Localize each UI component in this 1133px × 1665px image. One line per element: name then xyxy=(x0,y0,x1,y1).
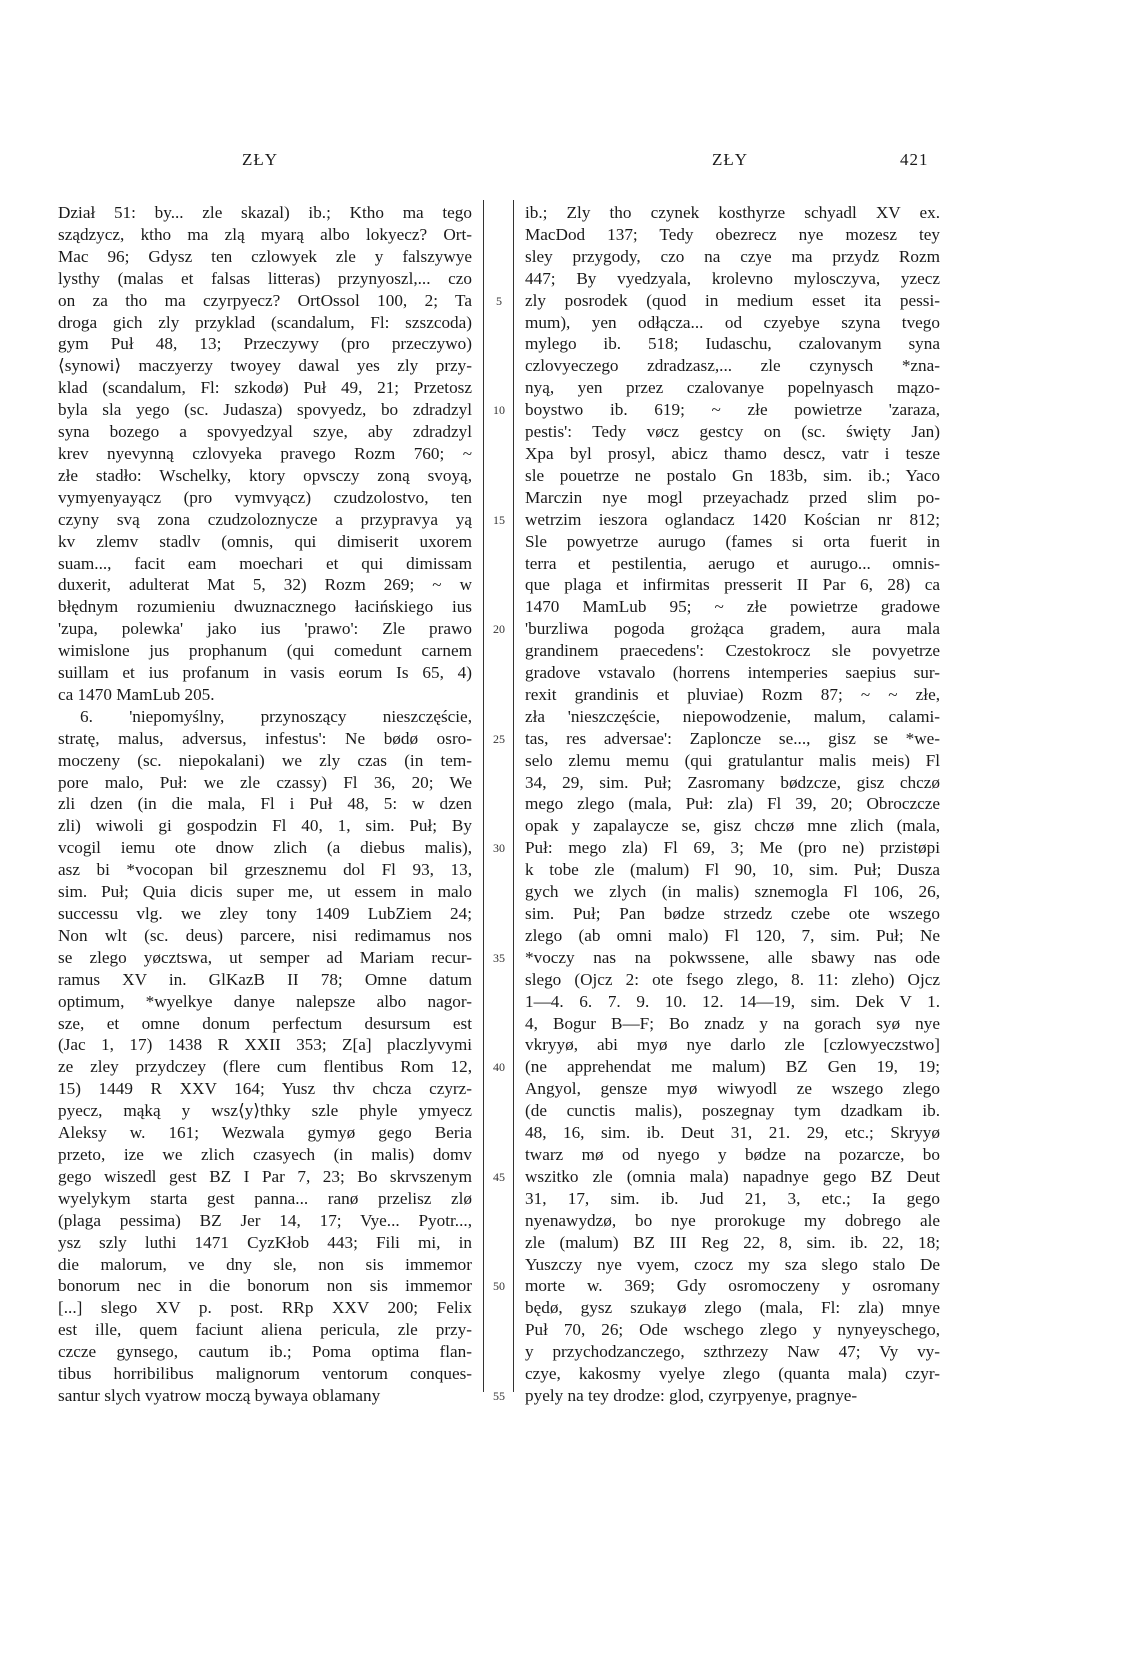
right-column-line: slego (Ojcz 2: ote fsego zlego, 8. 11: zleho) Ojcz xyxy=(525,969,940,989)
page-number: 421 xyxy=(900,150,929,169)
right-column-line: rexit grandinis et pluviae) Rozm 87; ~ ~ złe, xyxy=(525,684,940,704)
right-column-line: sley przygody, czo na czye ma przydz Rozm xyxy=(525,246,940,266)
right-column-line: tas, res adversae': Zaploncze se..., gisz se *we- xyxy=(525,728,940,748)
right-column-line: *voczy nas na pokwssene, alle sbawy nas ode xyxy=(525,947,940,967)
left-column-line: czcze gynsego, cautum ib.; Poma optima flan- xyxy=(58,1342,472,1362)
left-column-line: złe stadło: Wschelky, ktory opvsczy zoną svoyą, xyxy=(58,465,472,485)
running-head-left: ZŁY xyxy=(242,150,279,169)
line-number: 20 xyxy=(493,622,505,637)
left-column-line: przeto, ize we zlich czasyech (in malis) domv xyxy=(58,1144,472,1164)
right-column-line: (de cunctis malis), poszegnay tym dzadkam ib. xyxy=(525,1101,940,1121)
right-column-line: 34, 29, sim. Puł; Zasromany bødzcze, gisz chczø xyxy=(525,772,940,792)
right-column-line: gradove vstavalo (horrens intemperies saepius sur- xyxy=(525,663,940,683)
line-number: 15 xyxy=(493,512,505,527)
right-column-line: gych we zlych (in malis) sznemogla Fl 106, 26, xyxy=(525,882,940,902)
line-number: 10 xyxy=(493,403,505,418)
line-number: 50 xyxy=(493,1279,505,1294)
right-column-line: 31, 17, sim. ib. Jud 21, 3, etc.; Ia gego xyxy=(525,1188,940,1208)
left-column-line: se zlego yøcztswa, ut semper ad Mariam recur- xyxy=(58,947,472,967)
left-column-line: błędnym rozumieniu dwuznacznego łacińskiego ius xyxy=(58,597,472,617)
right-column-line: twarz mø od nyego y bødze na pozarcze, bo xyxy=(525,1144,940,1164)
left-column-line: ze zley przydczey (flere cum flentibus Rom 12, xyxy=(58,1057,472,1077)
left-text-column xyxy=(58,202,472,1407)
left-column-line: ysz szly luthi 1471 CyzKłob 443; Fili mi, in xyxy=(58,1232,472,1252)
left-column-line: Mac 96; Gdysz ten czlowyek zle y falszywye xyxy=(58,246,472,266)
right-column-line: terra et pestilentia, aerugo et aurugo... omnis- xyxy=(525,553,940,573)
left-column-line: gego wiszedl gest BZ I Par 7, 23; Bo skrvszenym xyxy=(58,1166,472,1186)
right-column-line: Puł 70, 26; Ode wschego zlego y nynyeyschego, xyxy=(525,1320,940,1340)
right-column-line: 1470 MamLub 95; ~ złe powietrze gradowe xyxy=(525,597,940,617)
left-column-line: klad (scandalum, Fl: szkodø) Puł 49, 21; Przetosz xyxy=(58,378,472,398)
right-column-line: (ne apprehendat me malum) BZ Gen 19, 19; xyxy=(525,1057,940,1077)
left-column-line: est ille, quem faciunt aliena pericula, zle przy- xyxy=(58,1320,472,1340)
left-column-line: lysthy (malas et falsas litteras) przynyoszl,... czo xyxy=(58,268,472,288)
right-column-line: MacDod 137; Tedy obezrecz nye mozesz tey xyxy=(525,224,940,244)
right-column-line: Yuszczy nye vyem, czocz my sza slego stalo De xyxy=(525,1254,940,1274)
right-column-line: sim. Puł; Pan bødze strzedz czebe ote wszego xyxy=(525,904,940,923)
right-column-line: ib.; Zly tho czynek kosthyrze schyadl XV ex. xyxy=(525,203,940,222)
right-column-line: selo zlemu memu (qui gratulantur malis meis) Fl xyxy=(525,750,940,770)
left-column-line: moczeny (sc. niepokalani) we zly czas (in tem- xyxy=(58,750,472,770)
left-column-line: zli) wiwoli gi gospodzin Fl 40, 1, sim. Puł; By xyxy=(58,816,472,836)
left-column-line: sządzycz, ktho ma zlą myarą albo lokyecz? Ort- xyxy=(58,224,472,244)
right-column-line: y przychodzanczego, szthrzezy Naw 47; Vy vy- xyxy=(525,1342,940,1362)
right-column-line: będø, gysz szukayø zlego (mala, Fl: zla) mnye xyxy=(525,1298,940,1318)
left-column-line: byla sla yego (sc. Judasza) spovyedz, bo zdradzyl xyxy=(58,400,472,420)
left-column-line: czyny svą zona czudzoloznycze a przypravya yą xyxy=(58,509,472,529)
right-column-line: czlovyeczego zdradzasz,... zle czynysch *zna- xyxy=(525,356,940,376)
column-rule-right xyxy=(513,200,514,1392)
left-column-line: ⟨synowi⟩ maczyerzy twoyey dawal yes zly przy- xyxy=(58,356,472,376)
right-column-line: 48, 16, sim. ib. Deut 31, 21. 29, etc.; Skryyø xyxy=(525,1123,940,1143)
right-column-line: opak y zapalaycze se, gisz chczø mne zlich (mala, xyxy=(525,816,940,836)
right-column-line: 1—4. 6. 7. 9. 10. 12. 14—19, sim. Dek V 1. xyxy=(525,991,940,1011)
right-column-line: que plaga et infirmitas presserit II Par 6, 28) ca xyxy=(525,575,940,595)
left-column-line: sze, et omne donum perfectum desursum est xyxy=(58,1013,472,1033)
right-column-line: 4, Bogur B—F; Bo znadz y na gorach syø nye xyxy=(525,1013,940,1033)
right-column-line: Sle powyetrze aurugo (fames si orta fuerit in xyxy=(525,531,940,551)
right-column-line: wszitko zle (omnia mala) napadnye gego BZ Deut xyxy=(525,1166,940,1186)
left-column-line: stratę, malus, adversus, infestus': Ne bødø osro- xyxy=(58,728,472,748)
right-column-line: Puł: mego zla) Fl 69, 3; Me (pro ne) przistøpi xyxy=(525,838,940,858)
right-column-line: 447; By vyedzyala, krolevno mylosczyva, yzecz xyxy=(525,268,940,288)
right-column-line: 'burzliwa pogoda grożąca gradem, aura mala xyxy=(525,619,940,639)
right-column-line: mum), yen odłącza... od czyebye szyna tvego xyxy=(525,312,940,332)
left-column-line: wyelykym starta gest panna... ranø przelisz zlø xyxy=(58,1188,472,1208)
running-head-right: ZŁY xyxy=(712,150,749,169)
right-column-line: k tobe zle (malum) Fl 90, 10, sim. Puł; Dusza xyxy=(525,860,940,880)
left-column-line: Aleksy w. 161; Wezwala gymyø gego Beria xyxy=(58,1123,472,1143)
right-column-line: zle (malum) BZ III Reg 22, 8, sim. ib. 22, 18; xyxy=(525,1232,940,1252)
left-column-line: 6. 'niepomyślny, przynoszący nieszczęście, xyxy=(80,706,472,726)
left-column-line: sim. Puł; Quia dicis super me, ut essem in malo xyxy=(58,882,472,902)
line-number: 30 xyxy=(493,841,505,856)
right-column-line: mego zlego (mala, Puł: zla) Fl 39, 20; Obroczcze xyxy=(525,794,940,814)
right-column-line: pestis': Tedy vøcz gestcy on (sc. święty Jan) xyxy=(525,422,940,442)
right-column-line: Xpa byl prosyl, abicz thamo descz, vatr i tesze xyxy=(525,443,940,463)
right-column-line: mylego ib. 518; Iudaschu, czalovanym syna xyxy=(525,334,940,354)
left-column-line: suillam et ius profanum in vasis eorum Is 65, 4) xyxy=(58,663,472,683)
left-column-line: vymyenyayącz (pro vymvyącz) czudzolostvo, ten xyxy=(58,487,472,507)
line-number: 35 xyxy=(493,950,505,965)
right-column-line: zła 'nieszczęście, niepowodzenie, malum, calami- xyxy=(525,706,940,726)
line-number: 45 xyxy=(493,1169,505,1184)
left-column-line: ca 1470 MamLub 205. xyxy=(58,684,215,704)
left-column-line: Non wlt (sc. deus) parcere, nisi redimamus nos xyxy=(58,925,472,945)
left-column-line: tibus horribilibus malignorum ventorum conques- xyxy=(58,1364,472,1384)
left-column-line: suam..., facit eam moechari et qui dimissam xyxy=(58,553,472,573)
left-column-line: ramus XV in. GlKazB II 78; Omne datum xyxy=(58,969,472,989)
left-column-line: die malorum, ve dny sle, non sis immemor xyxy=(58,1254,472,1274)
column-rule-left xyxy=(483,200,484,1392)
left-column-line: pyecz, mąką y wsz⟨y⟩thky szle phyle ymyecz xyxy=(58,1101,472,1121)
right-column-line: pyely na tey drodze: glod, czyrpyenye, pragnye- xyxy=(525,1385,858,1405)
right-column-line: nyą, yen przez czalovanye popelnyasch mązo- xyxy=(525,378,940,398)
line-number: 55 xyxy=(493,1388,505,1403)
right-column-line: sle pouetrze ne postalo Gn 183b, sim. ib.; Yaco xyxy=(525,465,940,485)
right-column-line: wetrzim ieszora oglandacz 1420 Kościan nr 812; xyxy=(525,509,940,529)
left-column-line: vcogil iemu ote dnow zlich (a diebus malis), xyxy=(58,838,472,858)
left-column-line: duxerit, adulterat Mat 5, 32) Rozm 269; ~ w xyxy=(58,575,472,595)
left-column-line: successu vlg. we zley tony 1409 LubZiem 24; xyxy=(58,904,472,923)
line-number: 40 xyxy=(493,1060,505,1075)
left-column-line: on za tho ma czyrpyecz? OrtOssol 100, 2; Ta xyxy=(58,290,472,310)
left-column-line: pore malo, Puł: we zle czassy) Fl 36, 20; We xyxy=(58,772,472,792)
right-column-line: grandinem praecedens': Czestokrocz sle povyetrze xyxy=(525,641,940,661)
left-column-line: [...] slego XV p. post. RRp XXV 200; Felix xyxy=(58,1298,472,1318)
left-column-line: kv zlemv stadlv (omnis, qui dimiserit uxorem xyxy=(58,531,472,551)
left-column-line: zli dzen (in die mala, Fl i Puł 48, 5: w dzen xyxy=(58,794,472,814)
left-column-line: bonorum nec in die bonorum non sis immemor xyxy=(58,1276,472,1296)
left-column-line: Dział 51: by... zle skazal) ib.; Ktho ma tego xyxy=(58,203,472,222)
line-number: 5 xyxy=(496,293,502,308)
left-column-line: wimislone jus prophanum (qui comedunt carnem xyxy=(58,641,472,661)
right-column-line: boystwo ib. 619; ~ złe powietrze 'zaraza, xyxy=(525,400,940,420)
left-column-line: 15) 1449 R XXV 164; Yusz thv chcza czyrz- xyxy=(58,1079,472,1099)
right-text-column xyxy=(525,202,940,1407)
left-column-line: gym Puł 48, 13; Przeczywy (pro przeczywo) xyxy=(58,334,472,354)
line-number: 25 xyxy=(493,731,505,746)
right-column-line: czye, kakosmy vyelye zlego (quanta mala) czyr- xyxy=(525,1364,940,1384)
right-column-line: zly posrodek (quod in medium esset ita pessi- xyxy=(525,290,940,310)
left-column-line: droga gich zly przyklad (scandalum, Fl: szszcoda) xyxy=(58,312,472,332)
left-column-line: krev nyevynną czlovyeka pravego Rozm 760; ~ xyxy=(58,443,472,463)
right-column-line: vkryyø, abi myø nye darlo zle [czlowyeczstwo] xyxy=(525,1035,940,1055)
left-column-line: santur slych vyatrow moczą bywaya oblamany xyxy=(58,1385,381,1405)
left-column-line: 'zupa, polewka' jako ius 'prawo': Zle prawo xyxy=(58,619,472,639)
left-column-line: (plaga pessima) BZ Jer 14, 17; Vye... Pyotr..., xyxy=(58,1210,472,1230)
left-column-line: optimum, *wyelkye danye nalepsze albo nagor- xyxy=(58,991,472,1011)
left-column-line: syna bozego a spovyedzyal szye, aby zdradzyl xyxy=(58,422,472,442)
right-column-line: zlego (ab omni malo) Fl 120, 7, sim. Puł; Ne xyxy=(525,925,940,945)
left-column-line: asz bi *vocopan bil grzesznemu dol Fl 93, 13, xyxy=(58,860,472,880)
right-column-line: nyenawydzø, bo nye prorokuge my dobrego ale xyxy=(525,1210,940,1230)
right-column-line: Angyol, gensze myø wiwyodl ze wszego zlego xyxy=(525,1079,940,1099)
left-column-line: (Jac 1, 17) 1438 R XXII 353; Z[a] placzlyvymi xyxy=(58,1035,472,1055)
right-column-line: Marczin nye mogl przeyachadz przed slim po- xyxy=(525,487,940,507)
right-column-line: morte w. 369; Gdy osromoczeny y osromany xyxy=(525,1276,940,1296)
